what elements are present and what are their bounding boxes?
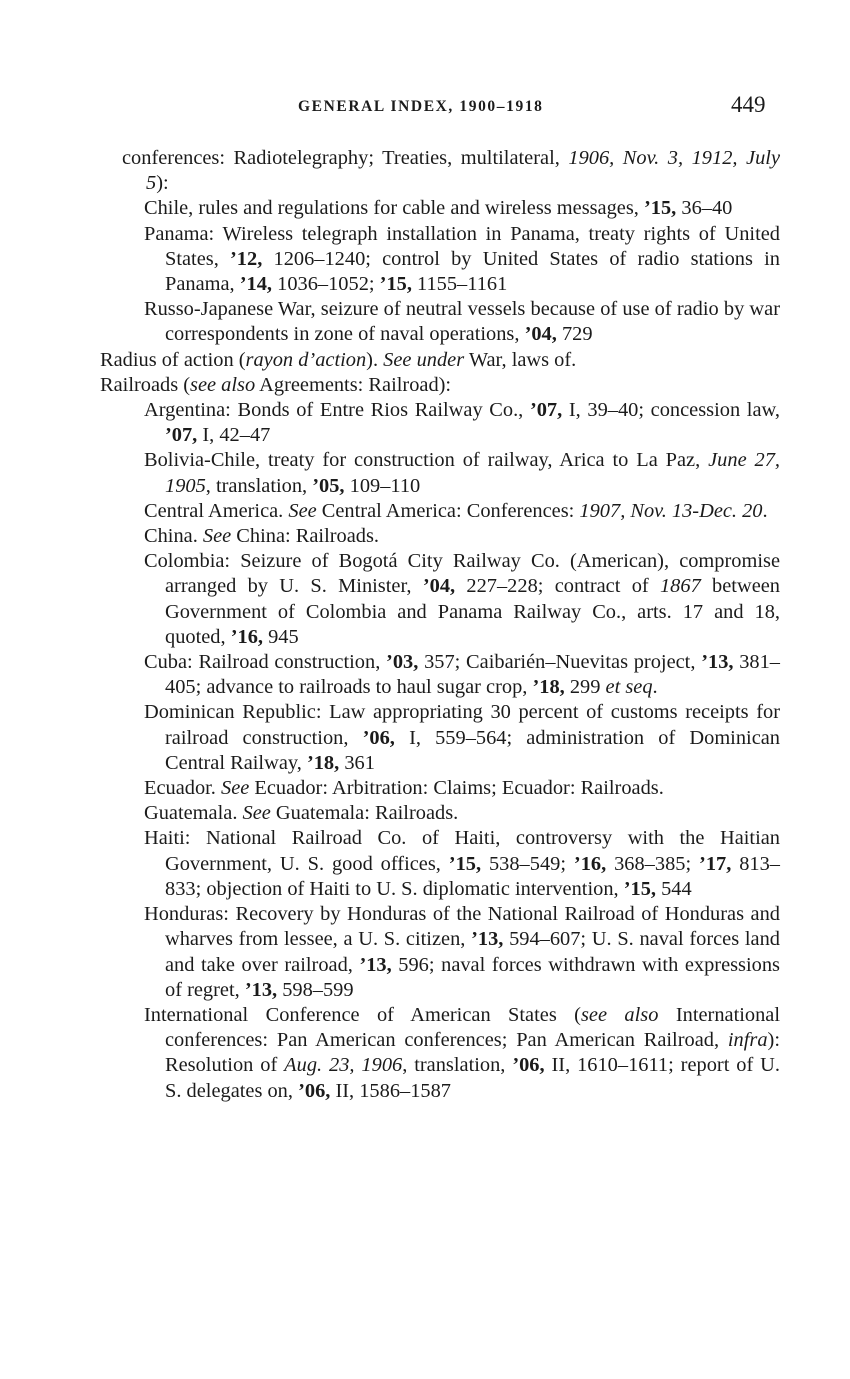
subentry-russo-japanese-war xyxy=(144,297,780,347)
entry-text: Russo-Japanese War, seizure of neutral vessels because of use of radio by war correspondents in zone of naval operations, xyxy=(144,298,780,346)
entry-text: Cuba: Railroad construction, xyxy=(144,651,387,674)
year-ref: ’07, xyxy=(165,424,198,447)
entry-text: 945 xyxy=(262,625,299,648)
entry-text: 361 xyxy=(339,751,375,774)
page-number: 449 xyxy=(731,92,766,117)
year-ref: ’03, xyxy=(386,651,419,674)
subentry-guatemala xyxy=(144,801,780,826)
entry-text: Dominican Republic: Law appropriating 30 percent of customs receipts for railroad construction, xyxy=(144,701,780,749)
entry-text: Guatemala. xyxy=(144,802,243,825)
page-ref: 1036–1052; xyxy=(272,273,380,296)
year-ref: ’14, xyxy=(239,273,273,296)
entry-text: II, 1610–1611; report of U. S. delegates on, xyxy=(165,1054,780,1102)
entry-text: ). xyxy=(366,348,384,371)
year-ref: ’18, xyxy=(532,676,565,699)
foreign-term: rayon d’action xyxy=(245,348,367,371)
entry-text: between Government of Colombia and Panama Railway Co., arts. 17 and 18, quoted, xyxy=(165,575,780,648)
subentry-argentina xyxy=(144,398,780,448)
entry-text: Ecuador: Arbitration: Claims; Ecuador: Railroads. xyxy=(249,777,664,800)
entry-text: 357; Caibarién–Nuevitas project, xyxy=(418,651,702,674)
year-ref: ’06, xyxy=(298,1079,331,1102)
entry-text: 368–385; xyxy=(606,852,700,875)
cross-reference-label: see also xyxy=(190,373,256,396)
entry-text: I, 39–40; concession law, xyxy=(562,399,780,422)
entry-text: 598–599 xyxy=(277,978,354,1001)
entry-text: China. xyxy=(144,525,203,548)
running-head-title: GENERAL INDEX, 1900–1918 xyxy=(298,98,544,115)
year-ref: ’13, xyxy=(471,928,504,951)
subentry-colombia xyxy=(144,549,780,650)
entry-text: ): Resolution of xyxy=(165,1029,780,1077)
entry-text: Bolivia-Chile, treaty for construction of railway, Arica to La Paz, xyxy=(144,449,709,472)
italic-term: infra xyxy=(727,1029,768,1052)
subentry-haiti xyxy=(144,826,780,902)
entry-text: 594–607; U. S. naval forces land and take over railroad, xyxy=(165,928,780,976)
index-entry-radius-of-action xyxy=(100,348,780,373)
entry-text: . xyxy=(762,499,768,522)
entry-text: 813–833; objection of Haiti to U. S. diplomatic intervention, xyxy=(165,852,780,900)
entry-text: Central America. xyxy=(144,499,289,522)
entry-text: Honduras: Recovery by Honduras of the National Railroad of Honduras and wharves from lessee, a U. S. citizen, xyxy=(144,903,780,951)
entry-text: Agreements: Railroad): xyxy=(255,373,452,396)
index-entry-railroads xyxy=(100,373,780,398)
entry-text: I, 42–47 xyxy=(197,424,271,447)
running-head xyxy=(0,92,850,126)
subentry-dominican-republic xyxy=(144,700,780,776)
entry-text: Ecuador. xyxy=(144,777,222,800)
entry-text: 299 xyxy=(564,676,606,699)
year-ref: ’12, xyxy=(230,247,263,270)
year-ref: ’13, xyxy=(701,651,734,674)
cross-reference-label: See under xyxy=(383,348,465,371)
entry-text: II, 1586–1587 xyxy=(330,1079,451,1102)
entry-text: I, 559–564; administration of Dominican Central Railway, xyxy=(165,726,780,774)
entry-text: , translation, xyxy=(205,474,313,497)
italic-term: June 27, 1905 xyxy=(165,449,781,497)
subentry-central-america xyxy=(144,499,780,524)
subentry-panama xyxy=(144,222,780,298)
entry-text: Central America: Conferences: xyxy=(316,499,580,522)
subentry-honduras xyxy=(144,902,780,1003)
entry-text: Colombia: Seizure of Bogotá City Railway Co. (American), compromise arranged by U. S. Minister, xyxy=(144,550,780,598)
entry-text: 227–228; contract of xyxy=(455,575,660,598)
subentry-ecuador xyxy=(144,776,780,801)
entry-text: Railroads ( xyxy=(100,373,191,396)
cross-reference-target: War, laws of. xyxy=(464,348,577,371)
index-entry-conferences xyxy=(122,146,780,196)
year-ref: ’06, xyxy=(362,726,395,749)
italic-term: Aug. 23, 1906 xyxy=(284,1054,403,1077)
year-ref: ’15, xyxy=(448,852,482,875)
year-ref: ’07, xyxy=(529,399,563,422)
year-ref: ’05, xyxy=(312,474,345,497)
year-ref: ’15, xyxy=(379,273,412,296)
italic-term: 1907, Nov. 13-Dec. 20 xyxy=(579,499,763,522)
entry-text: International Conference of American States ( xyxy=(144,1003,581,1026)
subentry-international-conference xyxy=(144,1003,780,1104)
italic-term: et seq xyxy=(605,676,653,699)
year-ref: ’16, xyxy=(230,625,263,648)
page-ref: 36–40 xyxy=(676,197,733,220)
year-ref: ’18, xyxy=(306,751,340,774)
subentry-bolivia-chile xyxy=(144,448,780,498)
entry-text: 381–405; advance to railroads to haul sugar crop, xyxy=(165,651,781,699)
cross-reference-label: See xyxy=(288,499,317,522)
year-ref: ’13, xyxy=(244,978,278,1001)
railroads-subentries xyxy=(100,398,780,1104)
entry-text: Haiti: National Railroad Co. of Haiti, controversy with the Haitian Government, U. S. good offices, xyxy=(144,827,780,875)
entry-text: conferences: Radiotelegraphy; Treaties, multilateral, xyxy=(122,147,569,169)
entry-text: ): xyxy=(156,172,169,195)
entry-text: Chile, rules and regulations for cable and wireless messages, xyxy=(144,197,644,220)
year-ref: ’17, xyxy=(699,852,732,875)
subentry-china xyxy=(144,524,780,549)
entry-text: . xyxy=(652,676,658,699)
entry-text: International conferences: Pan American conferences; Pan American Railroad, xyxy=(165,1003,781,1052)
cross-reference-label: See xyxy=(221,777,250,800)
year-ref: ’06, xyxy=(512,1054,545,1077)
index-body xyxy=(100,146,780,1104)
subentry-chile xyxy=(144,196,780,221)
entry-text: Guatemala: Railroads. xyxy=(270,802,459,825)
entry-text: , translation, xyxy=(402,1054,513,1077)
cross-reference-label: See xyxy=(242,802,271,825)
entry-text: 109–110 xyxy=(344,474,421,497)
entry-text: Panama: Wireless telegraph installation in Panama, treaty rights of United States, xyxy=(144,222,780,270)
year-ref: ’13, xyxy=(359,953,392,976)
year-ref: ’04, xyxy=(422,575,456,598)
entry-text: 538–549; xyxy=(481,852,574,875)
entry-text: 596; naval forces withdrawn with expressions of regret, xyxy=(165,953,780,1001)
entry-text: 1206–1240; control by United States of radio stations in Panama, xyxy=(165,247,780,296)
year-ref: ’15, xyxy=(623,877,657,900)
italic-term: 1867 xyxy=(659,575,701,598)
cross-reference-label: see also xyxy=(580,1003,659,1026)
entry-date: 1906, Nov. 3, 1912, July 5 xyxy=(146,147,780,195)
cross-reference-label: See xyxy=(202,525,232,548)
entry-text: 544 xyxy=(656,877,692,900)
year-ref: ’04, xyxy=(524,323,557,346)
entry-text: Argentina: Bonds of Entre Rios Railway Co., xyxy=(144,399,530,422)
page-ref: 729 xyxy=(556,323,593,346)
entry-text: Radius of action ( xyxy=(100,348,246,371)
year-ref: ’15, xyxy=(644,197,677,220)
subentry-cuba xyxy=(144,650,780,700)
entry-text: China: Railroads. xyxy=(231,525,380,548)
year-ref: ’16, xyxy=(573,852,607,875)
page-ref: 1155–1161 xyxy=(411,273,508,296)
